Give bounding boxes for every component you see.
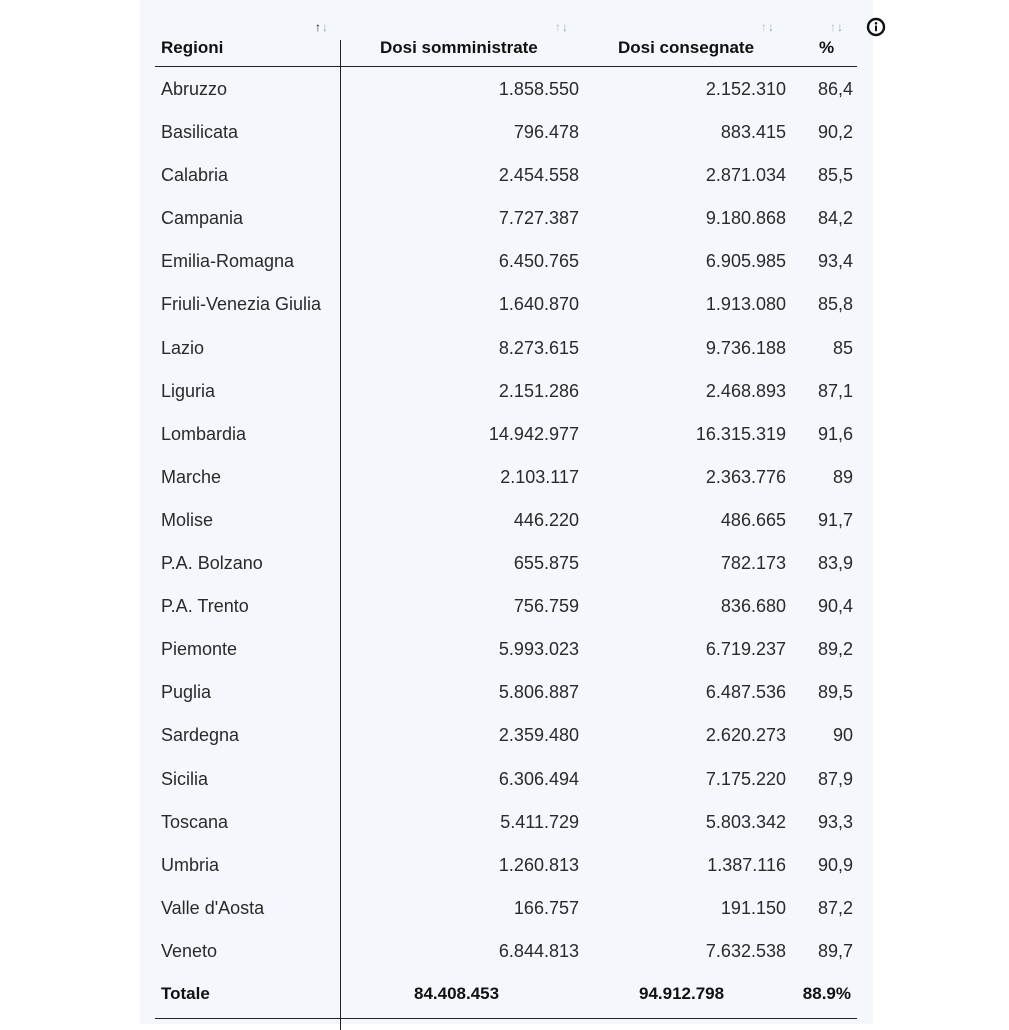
dosi-somministrate-cell: 6.450.765 bbox=[498, 251, 579, 272]
region-cell: Friuli-Venezia Giulia bbox=[161, 294, 322, 315]
dosi-consegnate-cell: 2.620.273 bbox=[705, 725, 786, 746]
dosi-consegnate-cell: 2.363.776 bbox=[705, 466, 786, 487]
total-consegnate: 94.912.798 bbox=[639, 983, 725, 1003]
sort-percent-button[interactable] bbox=[830, 20, 844, 34]
table-row bbox=[155, 455, 857, 498]
dosi-consegnate-cell: 7.175.220 bbox=[705, 768, 786, 789]
region-cell: Toscana bbox=[161, 811, 229, 832]
dosi-somministrate-cell: 14.942.977 bbox=[488, 423, 579, 444]
dosi-somministrate-cell: 756.759 bbox=[513, 596, 579, 617]
total-somministrate: 84.408.453 bbox=[414, 983, 500, 1003]
dosi-consegnate-cell: 6.487.536 bbox=[705, 682, 786, 703]
sort-down-icon: ↓ bbox=[562, 20, 569, 34]
table-row bbox=[155, 326, 857, 369]
dosi-consegnate-cell: 9.180.868 bbox=[705, 208, 786, 229]
dosi-somministrate-cell: 796.478 bbox=[513, 122, 579, 143]
dosi-consegnate-cell: 16.315.319 bbox=[695, 423, 786, 444]
table-row bbox=[155, 153, 857, 196]
percent-cell: 90,9 bbox=[817, 854, 853, 875]
sort-up-icon: ↑ bbox=[315, 20, 322, 34]
percent-cell: 91,6 bbox=[817, 423, 853, 444]
region-cell: Calabria bbox=[161, 165, 229, 186]
region-cell: P.A. Bolzano bbox=[161, 553, 263, 574]
dosi-somministrate-cell: 1.260.813 bbox=[498, 854, 579, 875]
percent-cell: 87,2 bbox=[817, 897, 853, 918]
region-cell: Sicilia bbox=[161, 768, 209, 789]
dosi-consegnate-cell: 782.173 bbox=[720, 553, 786, 574]
table-row bbox=[155, 282, 857, 325]
dosi-consegnate-cell: 9.736.188 bbox=[705, 337, 786, 358]
vaccine-doses-table bbox=[155, 16, 857, 1019]
region-cell: Sardegna bbox=[161, 725, 240, 746]
region-cell: Umbria bbox=[161, 854, 220, 875]
dosi-consegnate-cell: 486.665 bbox=[720, 509, 786, 530]
percent-cell: 87,9 bbox=[817, 768, 853, 789]
percent-cell: 93,4 bbox=[817, 251, 853, 272]
dosi-somministrate-cell: 166.757 bbox=[513, 897, 579, 918]
sort-consegnate-button[interactable] bbox=[761, 20, 775, 34]
dosi-somministrate-cell: 6.844.813 bbox=[498, 940, 579, 961]
percent-cell: 85,8 bbox=[817, 294, 853, 315]
table-row bbox=[155, 541, 857, 584]
percent-cell: 90,4 bbox=[817, 596, 853, 617]
total-label: Totale bbox=[161, 983, 210, 1003]
region-cell: Marche bbox=[161, 466, 222, 487]
dosi-consegnate-cell: 1.913.080 bbox=[705, 294, 786, 315]
table-row bbox=[155, 670, 857, 713]
dosi-consegnate-cell: 6.719.237 bbox=[705, 639, 786, 660]
region-cell: Abruzzo bbox=[161, 79, 228, 99]
dosi-consegnate-cell: 6.905.985 bbox=[705, 251, 786, 272]
dosi-somministrate-cell: 1.858.550 bbox=[498, 79, 579, 99]
table-row bbox=[155, 800, 857, 843]
dosi-somministrate-cell: 5.806.887 bbox=[498, 682, 579, 703]
percent-cell: 83,9 bbox=[817, 553, 853, 574]
info-icon[interactable] bbox=[866, 17, 886, 37]
dosi-somministrate-cell: 5.411.729 bbox=[500, 811, 579, 832]
dosi-consegnate-cell: 883.415 bbox=[720, 122, 786, 143]
sort-down-icon: ↓ bbox=[322, 20, 329, 34]
table-row bbox=[155, 498, 857, 541]
percent-cell: 90,2 bbox=[817, 122, 853, 143]
table-body bbox=[155, 67, 857, 972]
sort-down-icon: ↓ bbox=[768, 20, 775, 34]
region-cell: Puglia bbox=[161, 682, 212, 703]
table-row bbox=[155, 757, 857, 800]
sort-up-icon: ↑ bbox=[761, 20, 768, 34]
percent-cell: 85,5 bbox=[817, 165, 853, 186]
dosi-somministrate-cell: 5.993.023 bbox=[498, 639, 579, 660]
table-row bbox=[155, 369, 857, 412]
header-regioni[interactable]: Regioni bbox=[161, 38, 224, 57]
sort-up-icon: ↑ bbox=[555, 20, 562, 34]
percent-cell: 84,2 bbox=[817, 208, 853, 229]
header-dosi-consegnate[interactable]: Dosi consegnate bbox=[618, 38, 755, 57]
region-cell: Piemonte bbox=[161, 639, 238, 660]
region-cell: Liguria bbox=[161, 380, 216, 401]
sort-down-icon: ↓ bbox=[837, 20, 844, 34]
percent-cell: 85 bbox=[832, 337, 853, 358]
table-row bbox=[155, 843, 857, 886]
sort-somministrate-button[interactable] bbox=[555, 20, 569, 34]
region-cell: Lazio bbox=[161, 337, 205, 358]
dosi-consegnate-cell: 2.468.893 bbox=[705, 380, 786, 401]
percent-cell: 89,5 bbox=[817, 682, 853, 703]
dosi-somministrate-cell: 8.273.615 bbox=[498, 337, 579, 358]
header-percent[interactable]: % bbox=[819, 38, 835, 57]
region-cell: Lombardia bbox=[161, 423, 247, 444]
table-header bbox=[155, 16, 857, 67]
percent-cell: 89,2 bbox=[817, 639, 853, 660]
dosi-consegnate-cell: 191.150 bbox=[720, 897, 786, 918]
dosi-somministrate-cell: 2.359.480 bbox=[498, 725, 579, 746]
sort-up-icon: ↑ bbox=[830, 20, 837, 34]
region-cell: Campania bbox=[161, 208, 244, 229]
region-cell: P.A. Trento bbox=[161, 596, 249, 617]
total-row bbox=[155, 972, 857, 1019]
dosi-somministrate-cell: 6.306.494 bbox=[498, 768, 579, 789]
dosi-consegnate-cell: 7.632.538 bbox=[705, 940, 786, 961]
percent-cell: 89,7 bbox=[817, 940, 853, 961]
region-cell: Molise bbox=[161, 509, 214, 530]
percent-cell: 93,3 bbox=[817, 811, 853, 832]
table-row bbox=[155, 627, 857, 670]
dosi-somministrate-cell: 2.151.286 bbox=[498, 380, 579, 401]
table-row bbox=[155, 196, 857, 239]
table-row bbox=[155, 713, 857, 756]
table-row bbox=[155, 67, 857, 110]
region-cell: Veneto bbox=[161, 940, 218, 961]
dosi-consegnate-cell: 1.387.116 bbox=[707, 854, 786, 875]
dosi-consegnate-cell: 2.871.034 bbox=[705, 165, 786, 186]
dosi-consegnate-cell: 5.803.342 bbox=[705, 811, 786, 832]
dosi-somministrate-cell: 7.727.387 bbox=[498, 208, 579, 229]
region-cell: Basilicata bbox=[161, 122, 239, 143]
dosi-somministrate-cell: 2.103.117 bbox=[500, 466, 579, 487]
dosi-somministrate-cell: 446.220 bbox=[513, 509, 579, 530]
percent-cell: 91,7 bbox=[817, 509, 853, 530]
total-percent: 88.9% bbox=[802, 983, 851, 1003]
table-row bbox=[155, 412, 857, 455]
table-row bbox=[155, 239, 857, 282]
percent-cell: 90 bbox=[832, 725, 853, 746]
sort-regioni-button[interactable] bbox=[315, 20, 329, 34]
percent-cell: 86,4 bbox=[817, 79, 853, 99]
dosi-somministrate-cell: 2.454.558 bbox=[498, 165, 579, 186]
percent-cell: 87,1 bbox=[817, 380, 853, 401]
dosi-somministrate-cell: 1.640.870 bbox=[498, 294, 579, 315]
dosi-somministrate-cell: 655.875 bbox=[513, 553, 579, 574]
table-row bbox=[155, 110, 857, 153]
table-row bbox=[155, 886, 857, 929]
table-row bbox=[155, 929, 857, 972]
table-row bbox=[155, 584, 857, 627]
region-cell: Valle d'Aosta bbox=[161, 897, 265, 918]
percent-cell: 89 bbox=[832, 466, 853, 487]
dosi-consegnate-cell: 836.680 bbox=[720, 596, 786, 617]
dosi-consegnate-cell: 2.152.310 bbox=[705, 79, 786, 99]
region-cell: Emilia-Romagna bbox=[161, 251, 295, 272]
header-dosi-somministrate[interactable]: Dosi somministrate bbox=[380, 38, 538, 57]
